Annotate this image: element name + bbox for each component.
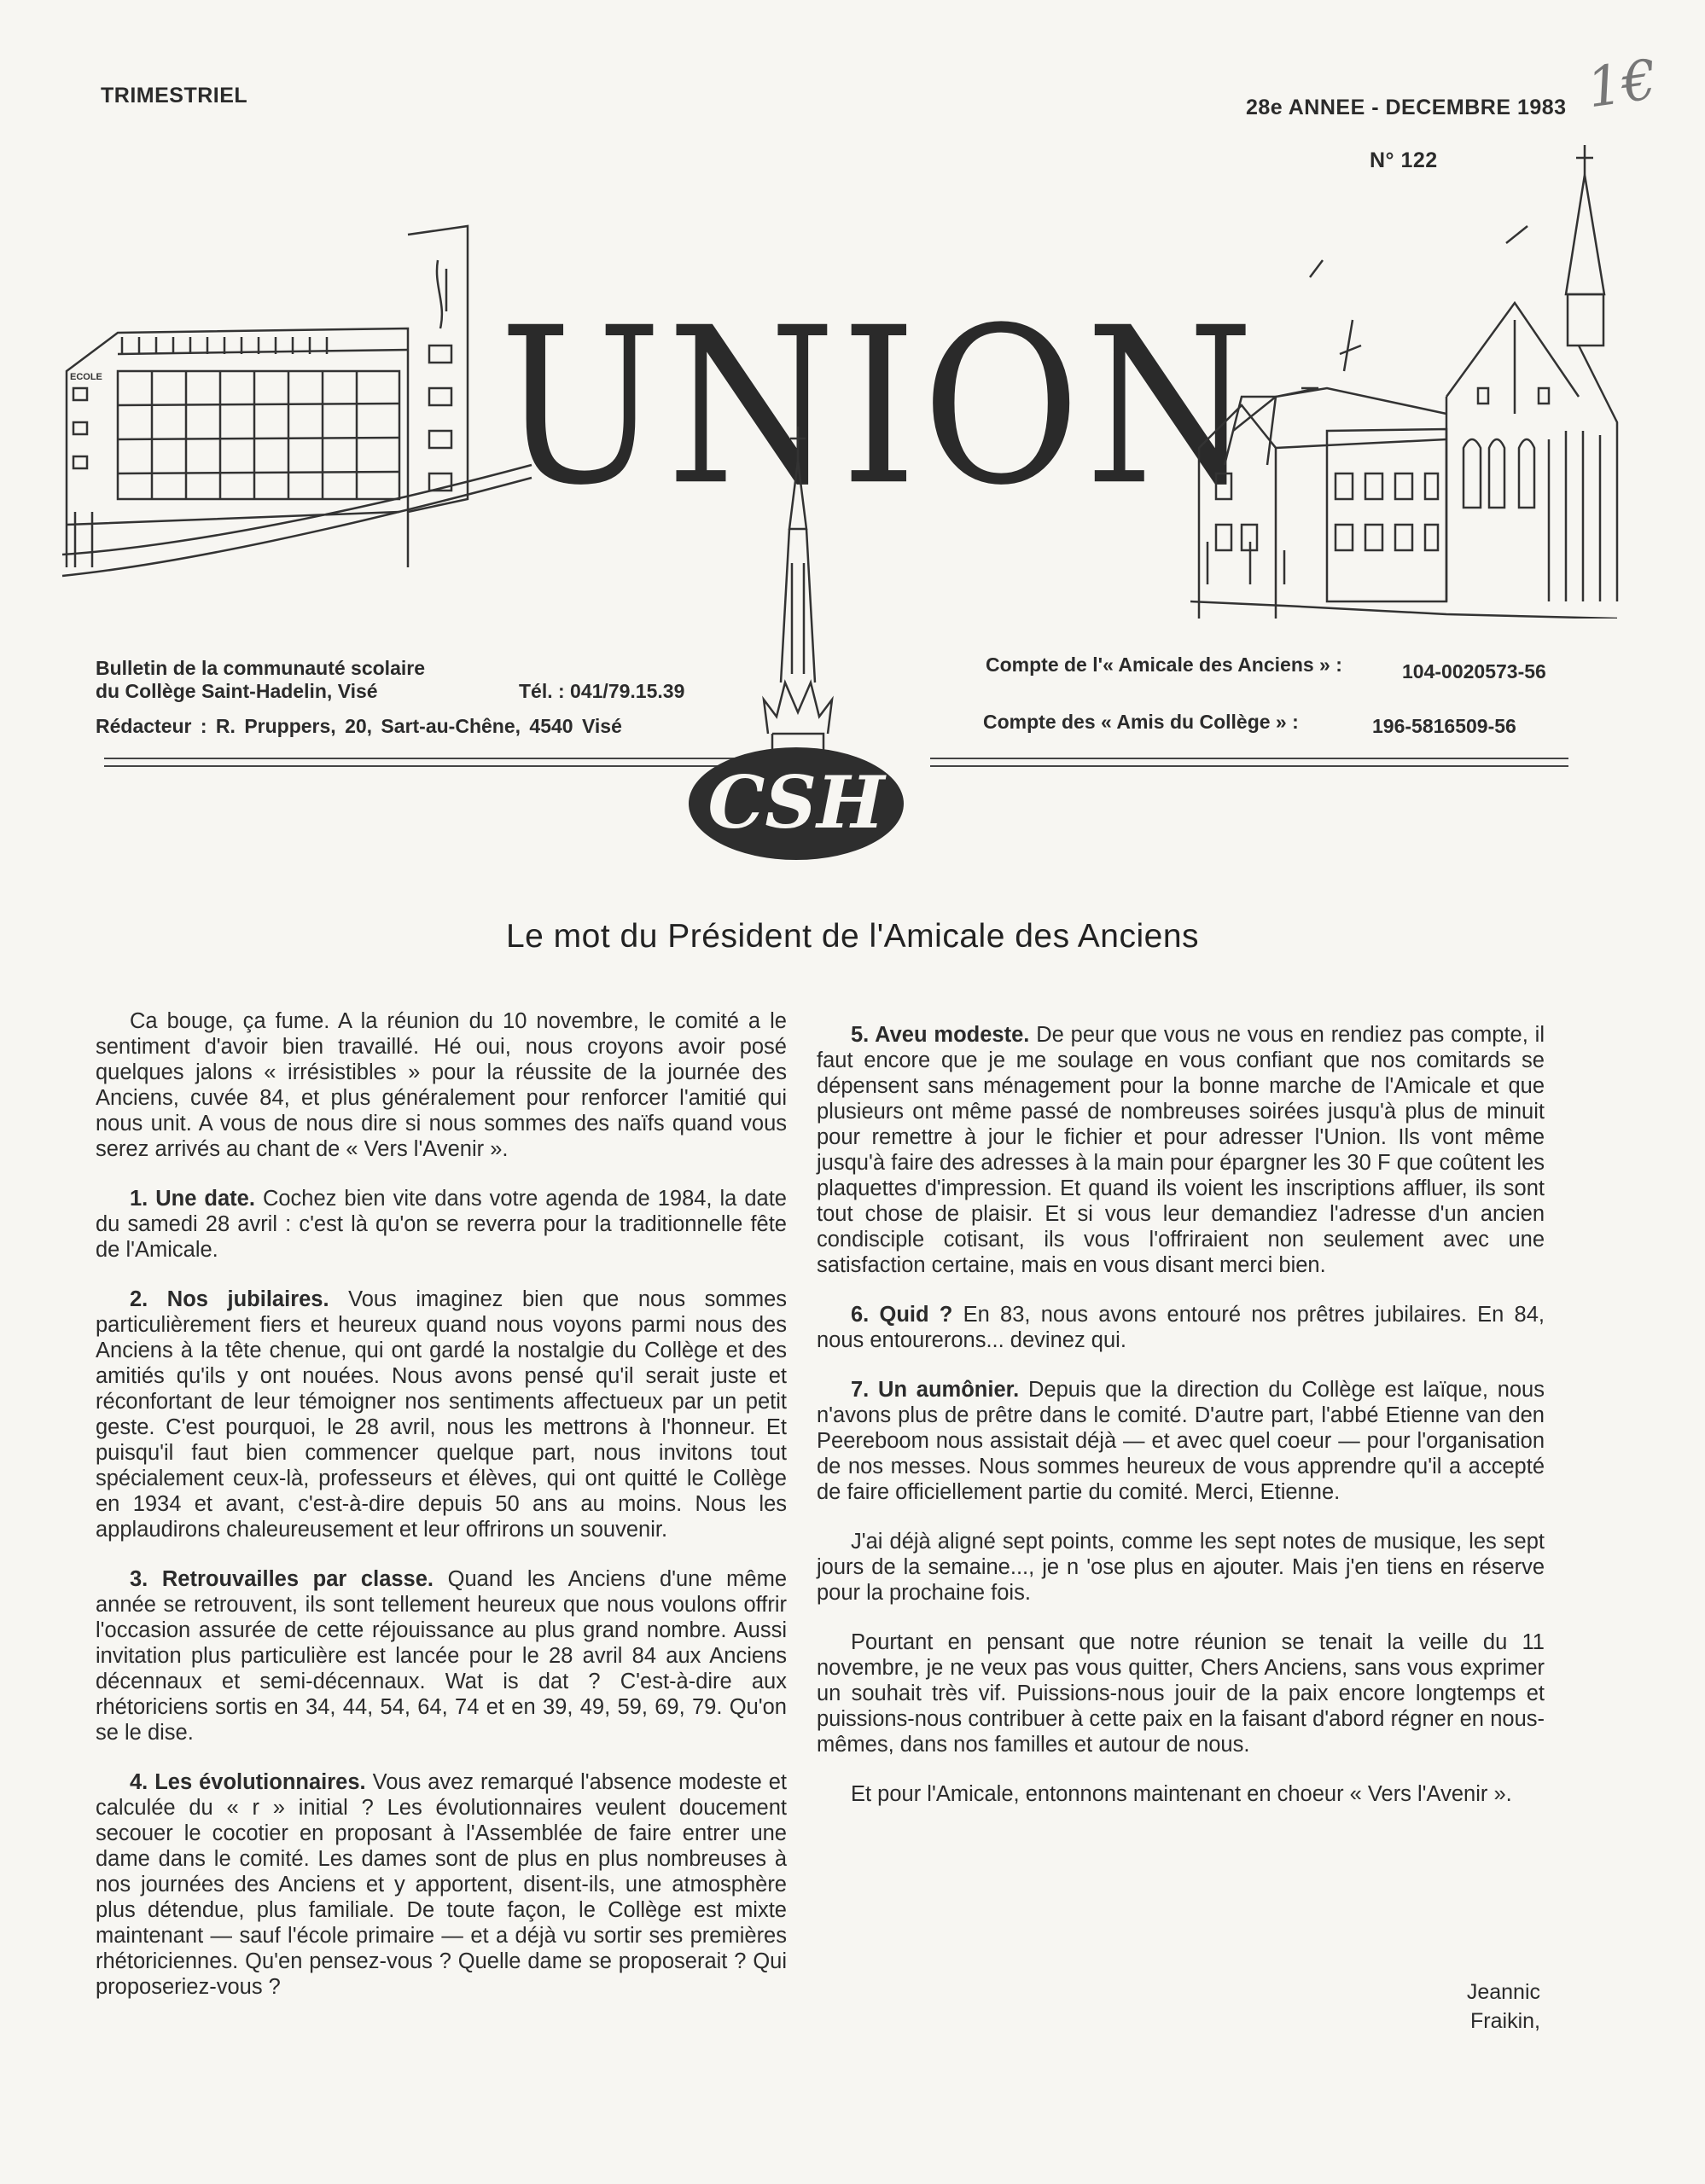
ecole-sign: ECOLE (70, 372, 102, 382)
article-paragraph (817, 1781, 1545, 1807)
article-paragraph (817, 1529, 1545, 1606)
publisher-editor: Rédacteur : R. Pruppers, 20, Sart-au-Chêne, 4540 Visé (96, 715, 622, 737)
paragraph-text: Vous imaginez bien que nous sommes particulièrement fiers et heureux quand nous voyons parmi nous des Anciens à la tête chenue, qui ont gardé la nostalgie du Collège et des amitiés qu'ils y ont nouées. Nous avons pensé qu'il serait juste et réconfortant de leur témoigner nos sentiments affectueux par un petit geste. C'est pourquoi, le 28 avril, nous les mettrons à l'honneur. Et puisqu'il faut bien commencer quelque part, nous invitons tout spécialement ceux-là, professeurs et élèves, qui ont quitté le Collège en 1934 et avant, c'est-à-dire depuis 50 ans au moins. Nous les applaudirons chaleureusement et leur offrirons un souvenir. (96, 1287, 787, 1542)
college-building-illustration (58, 218, 536, 593)
paragraph-title: 5. Aveu modeste. (851, 1023, 1030, 1047)
handwritten-price-mark: 1€ (1583, 48, 1661, 121)
frequency-label: TRIMESTRIEL (101, 84, 248, 107)
article-paragraph (96, 1008, 787, 1162)
paragraph-title: 3. Retrouvailles par classe. (130, 1567, 434, 1591)
article-paragraph (96, 1566, 787, 1745)
paragraph-title: 6. Quid ? (851, 1303, 953, 1327)
publisher-line1: Bulletin de la communauté scolaire (96, 657, 425, 679)
paragraph-text: Depuis que la direction du Collège est laïque, nous n'avons plus de prêtre dans le comité. D'autre part, l'abbé Etienne van den Peereboom nous assistait déjà — et avec quel coeur — pour l'organisation de nos messes. Nous sommes heureux de vous apprendre qu'il a accepté de faire officiellement partie du comité. Merci, Etienne. (817, 1378, 1545, 1504)
signature-first-name: Jeannic (1466, 1980, 1540, 2004)
account-amicale-label: Compte de l'« Amicale des Anciens » : (986, 653, 1342, 676)
paragraph-text: De peur que vous ne vous en rendiez pas compte, il faut encore que je me soulage en vous confiant que nos comitards se dépensent sans ménagement pour la bonne marche de l'Amicale et que plusieurs ont même passé de nombreuses soirées jusqu'à plus de minuit pour remettre à jour le fichier et pour adresser l'Union. Ils vont même jusqu'à faire des adresses à la main pour épargner les 30 F que coûtent les plaquettes d'impression. Et quand ils voient les inscriptions affluer, ils sont tout chose de plaisir. Et si vous leur demandiez l'adresse d'un ancien condisciple cotisant, ils vous l'offriraient non seulement avec une satisfaction certaine, mais en vous disant merci bien. (817, 1023, 1545, 1277)
article-right-column (817, 1022, 1545, 1831)
article-paragraph (817, 1629, 1545, 1757)
signature-last-name: Fraikin, (1470, 2009, 1540, 2033)
csh-emblem-text: CSH (707, 760, 885, 845)
article-title: Le mot du Président de l'Amicale des Anciens (505, 918, 1200, 955)
article-paragraph (817, 1377, 1545, 1505)
article-paragraph (817, 1302, 1545, 1353)
signature (1365, 1978, 1540, 2036)
issue-number: N° 122 (1370, 148, 1438, 172)
paragraph-text: En 83, nous avons entouré nos prêtres jubilaires. En 84, nous entourerons... devinez qui. (817, 1303, 1545, 1352)
paragraph-title: 4. Les évolutionnaires. (130, 1770, 366, 1794)
publisher-phone: Tél. : 041/79.15.39 (519, 680, 685, 702)
article-paragraph (96, 1186, 787, 1263)
paragraph-title: 1. Une date. (130, 1187, 255, 1211)
paragraph-text: Vous avez remarqué l'absence modeste et calculée du « r » initial ? Les évolutionnaires veulent doucement secouer le cocotier en proposant à l'Assemblée de faire entrer une dame dans le comité. Les dames sont de plus en plus nombreuses à nos journées des Anciens et y apportent, disent-ils, une atmosphère plus détendue, plus familiale. De toute façon, le Collège est mixte maintenant — sauf l'école primaire — et a déjà vu sortir ses premières rhétoriciennes. Qu'en pensez-vous ? Quelle dame se proposerait ? Qui proposeriez-vous ? (96, 1770, 788, 1999)
paragraph-text: Ca bouge, ça fume. A la réunion du 10 novembre, le comité a le sentiment d'avoir bien travaillé. Hé oui, nous croyons avoir posé quelques jalons « irrésistibles » pour la réussite de la journée des Anciens, cuvée 84, et plus généralement pour renforcer l'amitié qui nous unit. A vous de nous dire si nous sommes des naïfs quand vous serez arrivés au chant de « Vers l'Avenir ». (96, 1009, 787, 1161)
paragraph-text: Et pour l'Amicale, entonnons maintenant en choeur « Vers l'Avenir ». (851, 1782, 1512, 1806)
paragraph-text: Cochez bien vite dans votre agenda de 1984, la date du samedi 28 avril : c'est là qu'on se reverra pour la traditionnelle fête de l'Amicale. (96, 1187, 787, 1262)
paragraph-title: 7. Un aumônier. (851, 1378, 1020, 1402)
account-amis-label: Compte des « Amis du Collège » : (983, 711, 1299, 733)
csh-emblem (685, 744, 907, 863)
church-illustration (1190, 141, 1634, 619)
article-left-column (96, 1008, 787, 2024)
article-paragraph (96, 1287, 787, 1542)
paragraph-title: 2. Nos jubilaires. (130, 1287, 329, 1311)
header-rule-left (104, 758, 753, 759)
publisher-line2: du Collège Saint-Hadelin, Visé (96, 680, 378, 702)
header-rule-left-2 (104, 765, 753, 767)
paragraph-text: Pourtant en pensant que notre réunion se tenait la veille du 11 novembre, je ne veux pas vous quitter, Chers Anciens, sans vous exprimer un souhait très vif. Puissions-nous jouir de la paix encore longtemps et puissions-nous contribuer à cette paix en la faisant d'abord régner en nous-mêmes, dans nos familles et autour de nous. (817, 1630, 1545, 1757)
header-rule-right (930, 758, 1568, 759)
article-paragraph (817, 1022, 1545, 1278)
edition-label: 28e ANNEE - DECEMBRE 1983 (1246, 96, 1567, 119)
account-amicale-number: 104-0020573-56 (1402, 660, 1546, 682)
masthead-title: UNION (499, 282, 1260, 533)
spire-illustration (751, 427, 845, 764)
account-amis-number: 196-5816509-56 (1372, 715, 1516, 737)
article-paragraph (96, 1769, 787, 2000)
header-rule-right-2 (930, 765, 1568, 767)
paragraph-text: Quand les Anciens d'une même année se retrouvent, ils sont tellement heureux que nous voulons offrir l'occasion assurée de cette réjouissance au plus grand nombre. Aussi invitation plus particulière est lancée pour le 28 avril 84 aux Anciens décennaux et semi-décennaux. Wat is dat ? C'est-à-dire aux rhétoriciens sortis en 34, 44, 54, 64, 74 et en 39, 49, 59, 69, 79. Qu'on se le dise. (96, 1567, 787, 1745)
paragraph-text: J'ai déjà aligné sept points, comme les sept notes de musique, les sept jours de la semaine..., je n 'ose plus en ajouter. Mais j'en tiens en réserve pour la prochaine fois. (817, 1530, 1545, 1605)
